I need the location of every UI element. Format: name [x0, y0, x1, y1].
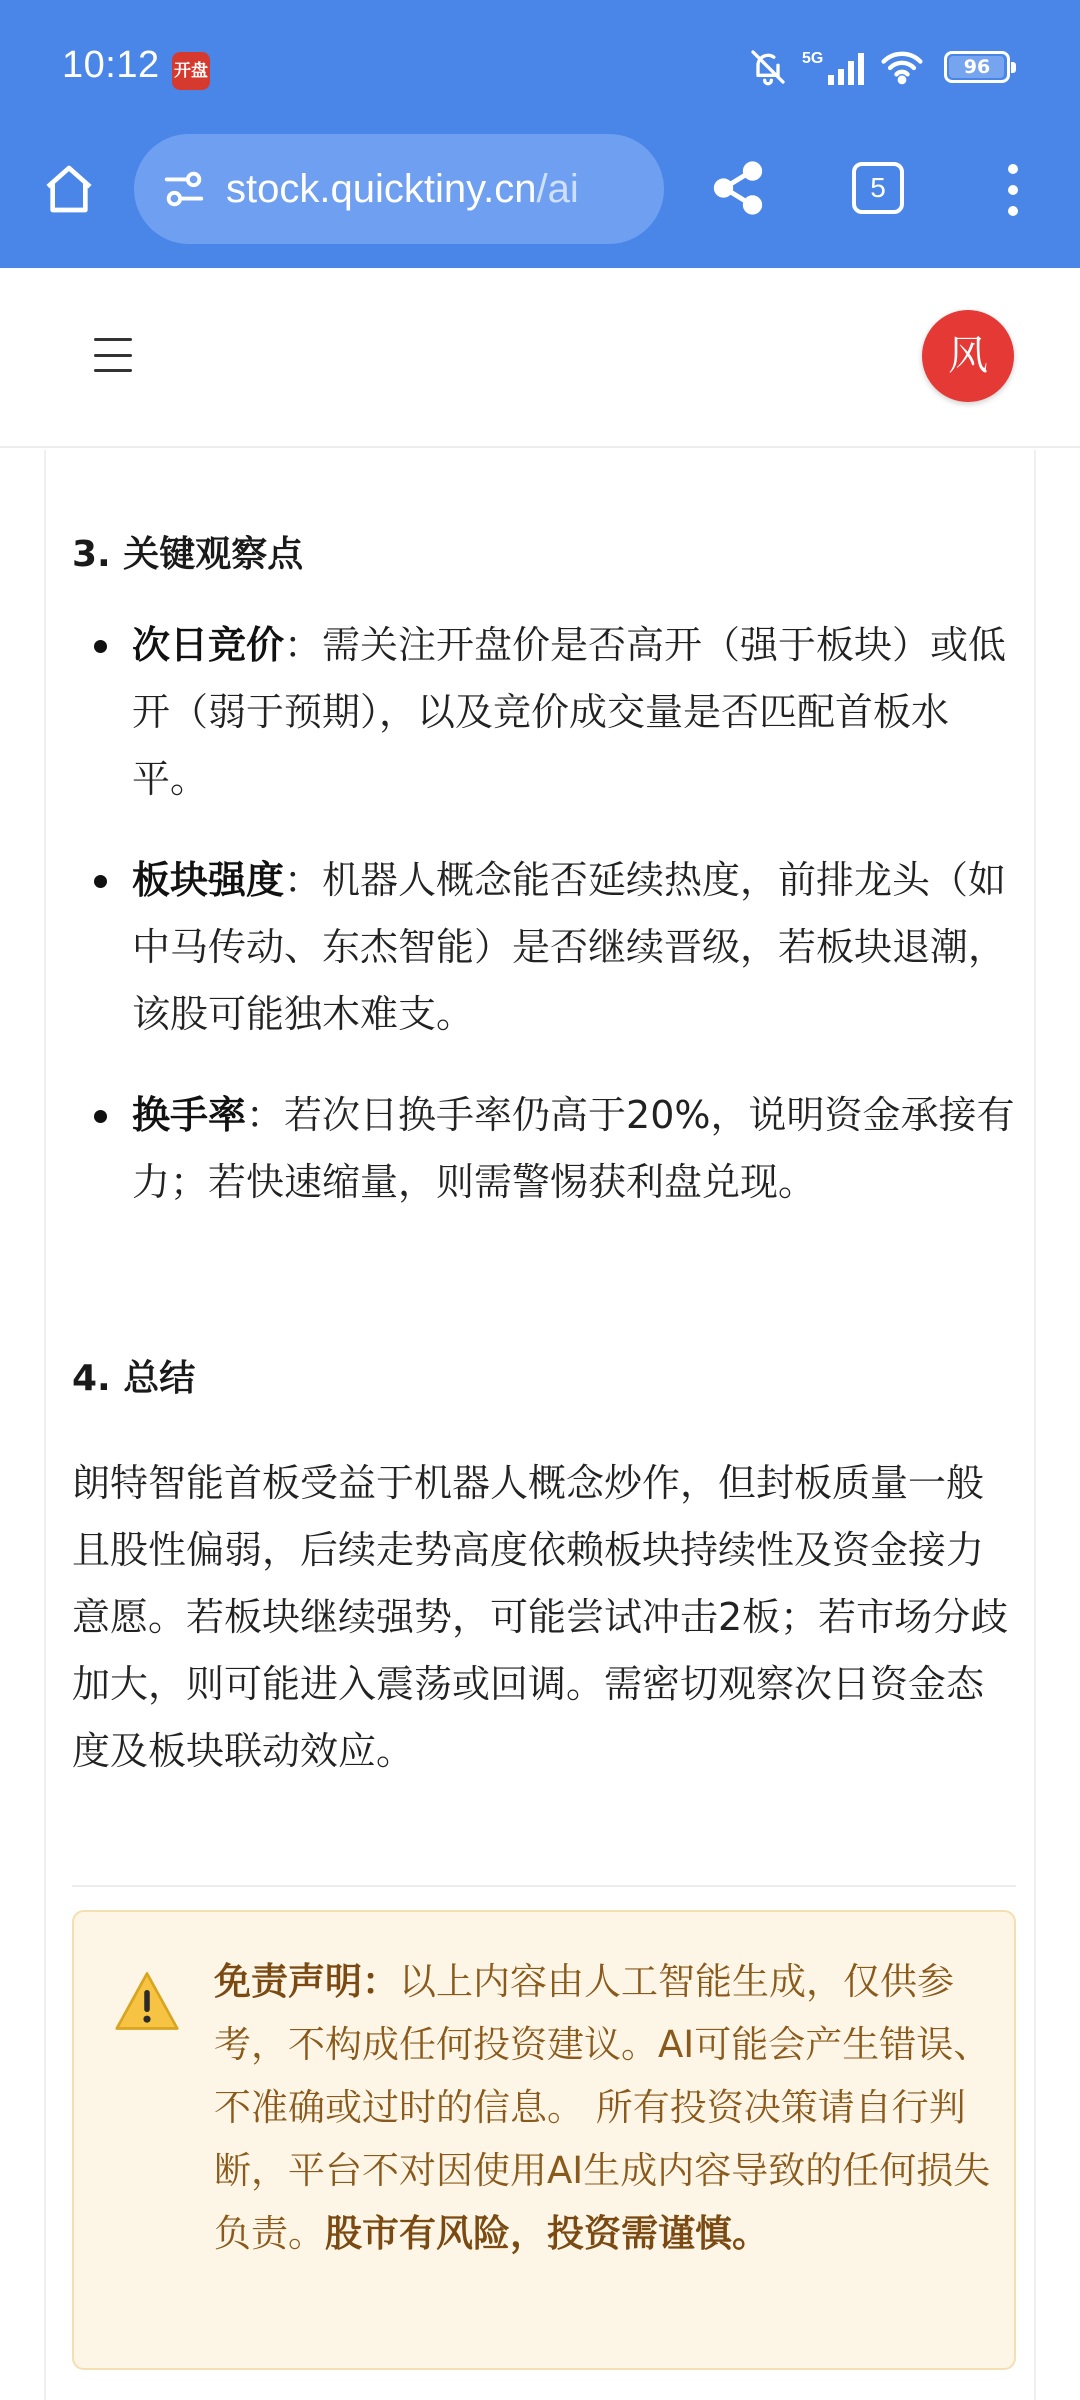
browser-toolbar — [0, 130, 1080, 268]
status-time: 10:12 — [62, 44, 160, 86]
bullet-text: 需关注开盘价是否高开（强于板块）或低开（弱于预期），以及竞价成交量是否匹配首板水平。 — [132, 623, 1007, 801]
disclaimer-label: 免责声明： — [214, 1960, 399, 2003]
bullet-term: 次日竞价 — [132, 623, 285, 667]
divider — [72, 1885, 1016, 1887]
disclaimer-text — [214, 1950, 994, 2265]
article-content — [44, 450, 1036, 2400]
app-notification-badge: 开盘 — [172, 52, 210, 90]
url-path: /ai — [536, 166, 579, 211]
signal-5g-icon — [802, 47, 866, 87]
menu-dot — [1008, 185, 1018, 195]
bell-off-icon — [748, 47, 788, 87]
url-host: stock.quicktiny.cn — [226, 166, 537, 211]
disclaimer-box — [72, 1910, 1016, 2370]
list-item: 换手率：若次日换手率仍高于20%，说明资金承接有力；若快速缩量，则需警惕获利盘兑现。 — [72, 1082, 1016, 1216]
list-item: 次日竞价：需关注开盘价是否高开（强于板块）或低开（弱于预期），以及竞价成交量是否匹配首板水平。 — [72, 612, 1016, 813]
summary-paragraph: 朗特智能首板受益于机器人概念炒作，但封板质量一般且股性偏弱，后续走势高度依赖板块持续性及资金接力意愿。若板块继续强势，可能尝试冲击2板；若市场分歧加大，则可能进入震荡或回调。需密切观察次日资金态度及板块联动效应。 — [72, 1461, 1009, 1773]
bullet-text: 若次日换手率仍高于20%，说明资金承接有力；若快速缩量，则需警惕获利盘兑现。 — [132, 1093, 1015, 1204]
section-heading-4: 4. 总结 — [72, 1358, 196, 1399]
bullet-term: 板块强度 — [132, 858, 285, 902]
menu-dot — [1008, 164, 1018, 174]
home-button[interactable] — [36, 156, 102, 222]
disclaimer-body: 以上内容由人工智能生成，仅供参考，不构成任何投资建议。AI可能会产生错误、不准确或过时的信息。 所有投资决策请自行判断，平台不对因使用AI生成内容导致的任何损失负责。 — [214, 1960, 991, 2255]
tab-switcher-button[interactable]: 5 — [852, 162, 904, 214]
bullet-text: 机器人概念能否延续热度，前排龙头（如中马传动、东杰智能）是否继续晋级，若板块退潮，该股可能独木难支。 — [132, 858, 1007, 1036]
user-avatar[interactable]: 风 — [922, 310, 1014, 402]
list-item: 板块强度：机器人概念能否延续热度，前排龙头（如中马传动、东杰智能）是否继续晋级，若板块退潮，该股可能独木难支。 — [72, 847, 1016, 1048]
status-icons — [748, 44, 1010, 90]
share-icon — [709, 159, 767, 217]
menu-dot — [1008, 206, 1018, 216]
section-heading-3: 3. 关键观察点 — [72, 534, 304, 575]
battery-icon — [944, 51, 1010, 83]
browser-chrome — [0, 0, 1080, 268]
address-bar[interactable] — [134, 134, 664, 244]
home-icon — [41, 161, 97, 217]
overflow-menu-button[interactable] — [990, 158, 1036, 222]
warning-icon — [114, 1970, 180, 2032]
observation-list — [72, 612, 1016, 1250]
share-button[interactable] — [706, 156, 770, 220]
status-bar — [0, 0, 1080, 130]
hamburger-menu-icon[interactable] — [94, 338, 132, 372]
disclaimer-emphasis: 股市有风险，投资需谨慎。 — [325, 2212, 769, 2255]
page-header — [0, 268, 1080, 448]
wifi-icon — [880, 47, 924, 87]
network-label: 5G — [802, 50, 824, 67]
battery-level: 96 — [963, 56, 991, 78]
bullet-term: 换手率 — [132, 1093, 247, 1137]
url-text — [226, 167, 579, 212]
site-settings-icon[interactable] — [156, 161, 212, 217]
